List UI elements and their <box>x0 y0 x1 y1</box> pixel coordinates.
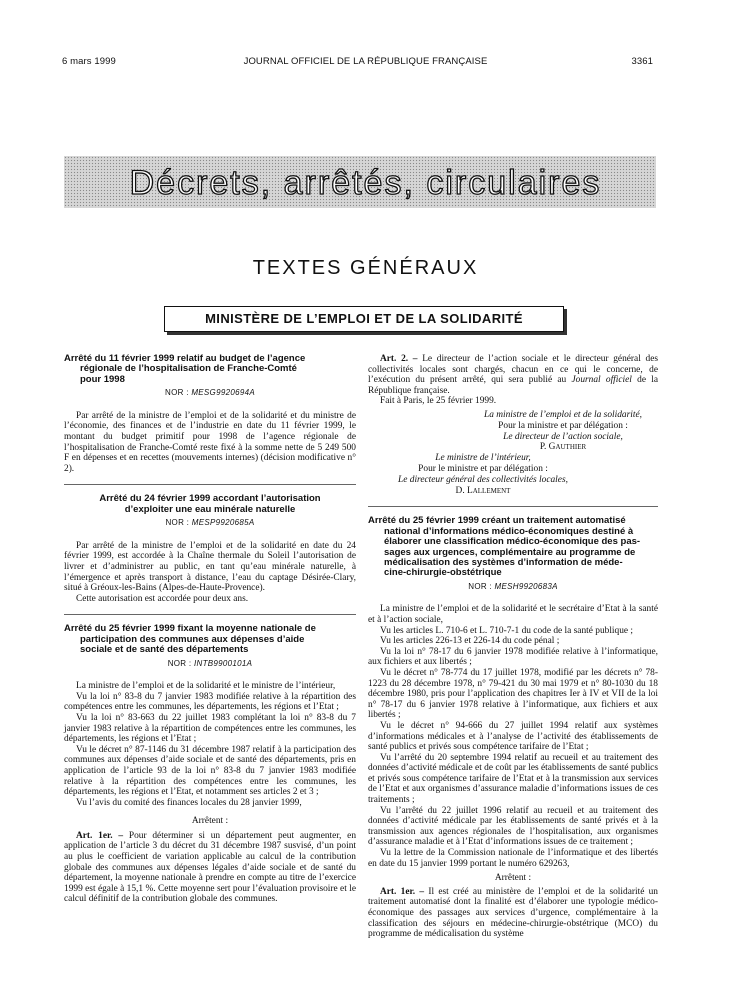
article-body: Art. 1er. – Il est créé au ministère de l’emploi et de la solidarité un traitement automatisé dont la finalité est d’élaborer une typologie médico-économique des passages aux services d’urgence, complémentaire à la classification des séjours en médecine-chirurgie-obstétrique (MCO) du programme de médicalisation du système <box>368 886 658 940</box>
article-body: Vu la loi n° 83-8 du 7 janvier 1983 modifiée relative à la répartition des compétences entre les communes, les départements, les régions et l’Etat ; <box>64 691 356 713</box>
article-body: La ministre de l’emploi et de la solidarité et le ministre de l’intérieur, <box>76 681 336 692</box>
article-body: Vu les articles 226-13 et 226-14 du code pénal ; <box>380 636 560 647</box>
article-title: Arrêté du 25 février 1999 fixant la moyenne nationale de participation des communes aux dépenses d’aide sociale et de santé des départements <box>64 623 316 656</box>
left-column <box>64 354 356 905</box>
fait-line: Fait à Paris, le 25 février 1999. <box>380 396 497 407</box>
article-body: Vu le décret n° 78-774 du 17 juillet 1978, modifié par les décrets n° 78-1223 du 28 décembre 1978, n° 79-421 du 30 mai 1979 et n° 80-1030 du 18 décembre 1980, pris pour l’application des chapitres Ier à IV et VII de la loi n° 78-17 du 6 janvier 1978 relative à l’informatique, aux fichiers et aux libertés ; <box>368 667 658 721</box>
article-body: Vu la lettre de la Commission nationale de l’informatique et des libertés en date du 15 janvier 1999 portant le numéro 629263, <box>368 848 658 869</box>
arretent-label: Arrêtent : <box>494 873 532 884</box>
signature-block: La ministre de l’emploi et de la solidarité, Pour la ministre et par délégation : Le directeur de l’action sociale, P. Gauthier <box>484 409 642 453</box>
article-body: Art. 1er. – Pour déterminer si un département peut augmenter, en application de l’article 3 du décret du 31 décembre 1987 susvisé, d’un point au plus le coefficient de variation applicable au calcul de la contribution globale des communes aux dépenses légales d’aide sociale et de santé du département, la moyenne nationale à prendre en compte au titre de l’exercice 1999 est égale à 15,1 %. Cette moyenne sert pour l’évaluation provisoire et le calcul définitif de la contribution globale des communes. <box>64 830 357 905</box>
divider <box>368 506 658 507</box>
article-body: Cette autorisation est accordée pour deux ans. <box>76 593 249 604</box>
section-title: TEXTES GÉNÉRAUX <box>252 257 479 279</box>
article-body: Par arrêté de la ministre de l’emploi et de la solidarité et du ministre de l’économie, des finances et de l’industrie en date du 11 février 1999, le montant du budget primitif pour 1998 de l’agence régionale de l’hospitalisation de Franche-Comté reste fixé à la somme nette de 5 249 500 F en dépenses et en recettes (mouvements internes) (décision modificative n° 2). <box>64 410 356 474</box>
article-title: Arrêté du 24 février 1999 accordant l’autorisation d’exploiter une eau minérale naturelle <box>99 493 321 515</box>
article-title: Arrêté du 25 février 1999 créant un traitement automatisé national d’informations médico-économiques destiné à élaborer une classification médico-économique des pas- sages aux urgences, complémentaire au programme de médicalisation des systèmes d’information de méde- cine-chirurgie-obstétrique <box>368 515 641 579</box>
divider <box>64 614 356 615</box>
banner-title: Décrets, arrêtés, circulaires <box>129 164 602 202</box>
article-body: Vu la loi n° 78-17 du 6 janvier 1978 modifiée relative à l’informatique, aux fichiers et aux libertés ; <box>368 646 658 668</box>
article-body: Vu le décret n° 87-1146 du 31 décembre 1987 relatif à la participation des communes aux dépenses d’aide sociale et de santé des départements, pris en application de l’article 93 de la loi n° 83-8 du 7 janvier 1983 modifiée relative à la répartition des compétences entre les communes, les départements, les régions et l’Etat, et notamment ses articles 2 et 3 ; <box>64 744 356 798</box>
signature-block: Le ministre de l’intérieur, Pour le ministre et par délégation : Le directeur général des collectivités locales, D. Lallement <box>398 453 568 496</box>
article-body: Vu l’arrêté du 20 septembre 1994 relatif au recueil et au traitement des données d’activité médicale et de coût par les établissements de santé publics et privés sous compétence tarifaire de l’Etat et à la transmission aux services de l’Etat et aux organismes d’assurance maladie d’informations issues de ces traitements ; <box>368 752 658 806</box>
article-body: Vu l’avis du comité des finances locales du 28 janvier 1999, <box>76 797 302 808</box>
journal-title: JOURNAL OFFICIEL DE LA RÉPUBLIQUE FRANÇAISE <box>243 56 488 67</box>
arretent-label: Arrêtent : <box>191 816 229 827</box>
nor-reference: NOR : MESG9920694A <box>165 388 255 398</box>
page-number: 3361 <box>631 56 653 67</box>
article-body: Art. 2. – Le directeur de l’action sociale et le directeur général des collectivités locales sont chargés, chacun en ce qui le concerne, de l’exécution du présent arrêté, qui sera publié au Journal officiel de la République française. <box>368 354 658 396</box>
article-body: Vu la loi n° 83-663 du 22 juillet 1983 complétant la loi n° 83-8 du 7 janvier 1983 relative à la répartition de compétences entre les communes, les départements, les régions et l’Etat ; <box>64 712 356 745</box>
nor-reference: NOR : INTB9900101A <box>167 658 253 668</box>
article-body: Vu le décret n° 94-666 du 27 juillet 1994 relatif aux systèmes d’informations médicales et à l’analyse de l’activité des établissements de santé publics et privés sous compétence tarifaire de l’Etat ; <box>368 720 658 753</box>
header-date: 6 mars 1999 <box>62 56 116 67</box>
article-body: Vu l’arrêté du 22 juillet 1996 relatif au recueil et au traitement des données d’activité médicale par les établissements de santé privés et à la transmission aux agences régionales de l’hospitalisation, aux organismes d’assurance maladie et à l’Etat d’informations issues de ce traitement ; <box>368 805 658 848</box>
article-body: Vu les articles L. 710-6 et L. 710-7-1 du code de la santé publique ; <box>380 625 634 636</box>
article-title: Arrêté du 11 février 1999 relatif au budget de l’agence régionale de l’hospitalisation de Franche-Comté pour 1998 <box>64 353 306 385</box>
article-body: Par arrêté de la ministre de l’emploi et de la solidarité en date du 24 février 1999, est accordée à la Chaîne thermale du Soleil l’autorisation de livrer et d’administrer au public, en tant qu’eau minérale naturelle, à l’émergence et après transport à distance, l’eau du captage Désirée-Clary, situé à Gréoux-les-Bains (Alpes-de-Haute-Provence). <box>64 540 356 594</box>
nor-reference: NOR : MESH9920683A <box>468 581 558 591</box>
divider <box>64 484 356 485</box>
right-column <box>368 354 658 940</box>
article-body: La ministre de l’emploi et de la solidarité et le secrétaire d’Etat à la santé et à l’action sociale, <box>368 604 658 625</box>
nor-reference: NOR : MESP9920685A <box>165 518 255 528</box>
ministry-box: MINISTÈRE DE L’EMPLOI ET DE LA SOLIDARITÉ <box>164 306 564 332</box>
